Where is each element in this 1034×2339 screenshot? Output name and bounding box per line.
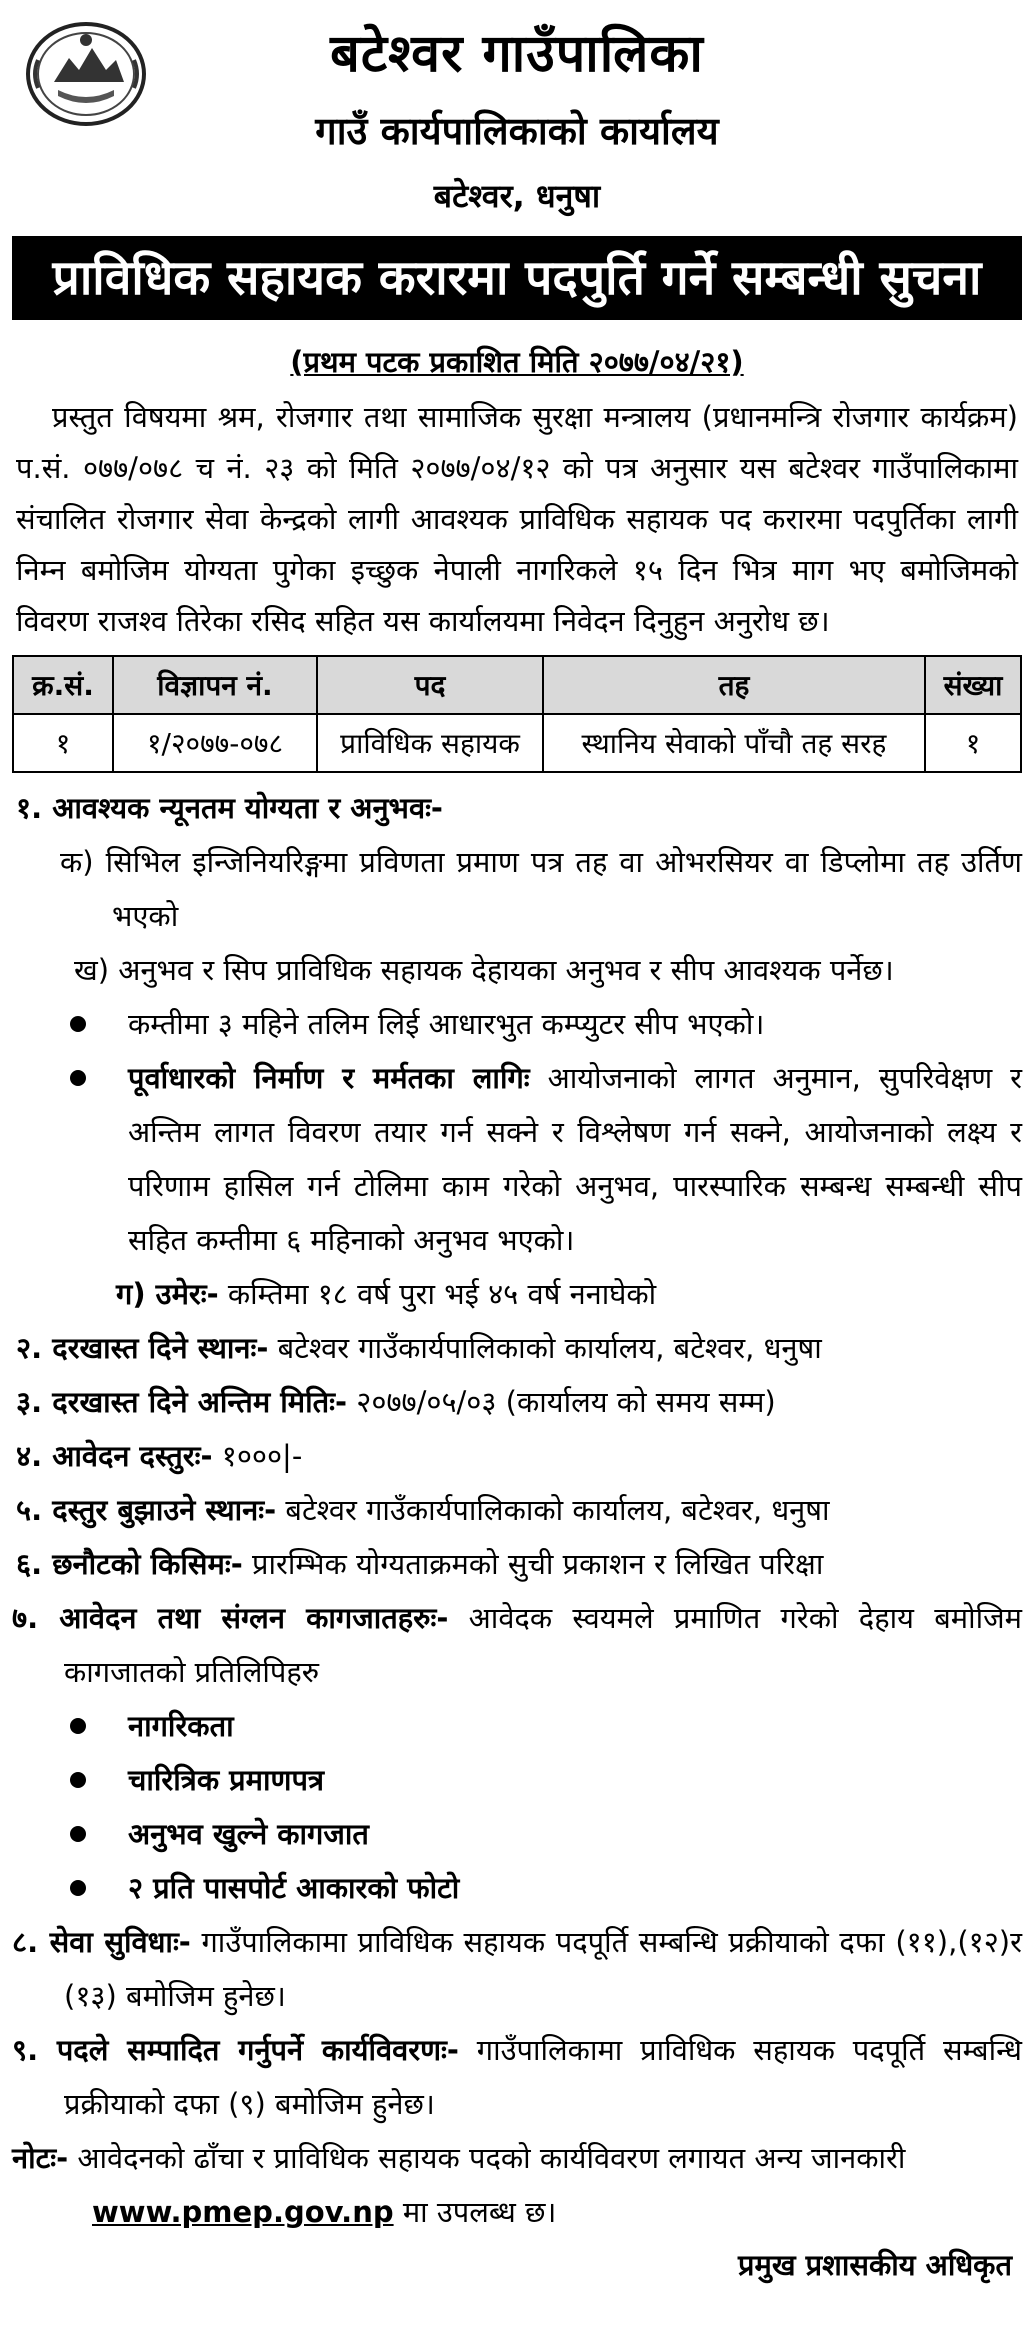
website-link[interactable]: www.pmep.gov.np — [92, 2195, 394, 2229]
bullet-text: आयोजनाको लागत अनुमान, सुपरिवेक्षण र अन्तिम लागत विवरण तयार गर्न सक्ने र विश्लेषण गर्न सक्ने, आयोजनाको लक्ष्य र परिणाम हासिल गर्न टोलिमा काम गरेको अनुभव, पारस्पारिक सम्बन्ध सम्बन्धी सीप सहित कम्तीमा ६ महिनाको अनुभव भएको। — [128, 1061, 1022, 1257]
section-7-label: ७. आवेदन तथा संग्लन कागजातहरुः- — [12, 1601, 449, 1635]
section-1-kha: ख) अनुभव र सिप प्राविधिक सहायक देहायका अनुभव र सीप आवश्यक पर्नेछ। — [74, 953, 894, 987]
section-8 — [12, 1915, 1022, 2023]
document-list — [12, 1699, 1022, 1915]
section-7-text: आवेदक स्वयमले प्रमाणित गरेको देहाय बमोजिम कागजातको प्रतिलिपिहरु — [64, 1601, 1023, 1689]
section-9-label: ९. पदले सम्पादित गर्नुपर्ने कार्यविवरणः- — [12, 2033, 459, 2067]
section-1-ka: क) सिभिल इन्जिनियरिङ्गमा प्रविणता प्रमाण पत्र तह वा ओभरसियर वा डिप्लोमा तह उर्तिण भएको — [60, 845, 1022, 933]
section-5-text: बटेश्वर गाउँकार्यपालिकाको कार्यालय, बटेश्वर, धनुषा — [276, 1493, 830, 1527]
office-subtitle: गाउँ कार्यपालिकाको कार्यालय — [315, 109, 719, 153]
section-3-text: २०७७/०५/०३ (कार्यालय को समय सम्म) — [347, 1385, 776, 1419]
section-6-label: ६. छनौटको किसिमः- — [16, 1547, 243, 1581]
list-item-text: चारित्रिक प्रमाणपत्र — [128, 1763, 324, 1797]
section-5-label: ५. दस्तुर बुझाउने स्थानः- — [16, 1493, 277, 1527]
bullet-icon — [70, 1772, 86, 1788]
section-7 — [12, 1591, 1022, 1699]
section-5 — [12, 1483, 1022, 1537]
age-label: ग) उमेरः- — [116, 1277, 219, 1311]
vacancy-table — [12, 655, 1022, 773]
section-4-text: १०००|- — [212, 1439, 303, 1473]
cell-serial: १ — [13, 714, 113, 772]
cell-level: स्थानिय सेवाको पाँचौ तह सरह — [543, 714, 925, 772]
table-header-row — [13, 656, 1021, 714]
list-item-text: २ प्रति पासपोर्ट आकारको फोटो — [128, 1871, 460, 1905]
list-item — [16, 1807, 1022, 1861]
bullet-icon — [70, 1880, 86, 1896]
section-8-text: गाउँपालिकामा प्राविधिक सहायक पदपूर्ति सम्बन्धि प्रक्रीयाको दफा (११),(१२)र (१३) बमोजिम हुनेछ। — [64, 1925, 1022, 2013]
note-text: आवेदनको ढाँचा र प्राविधिक सहायक पदको कार्यविवरण लगायत अन्य जानकारी — [68, 2141, 906, 2175]
list-item — [16, 1753, 1022, 1807]
col-count: संख्या — [925, 656, 1021, 714]
section-2-text: बटेश्वर गाउँकार्यपालिकाको कार्यालय, बटेश्वर, धनुषा — [268, 1331, 822, 1365]
section-1-bullet-1 — [16, 997, 1022, 1051]
age-text: कम्तिमा १८ वर्ष पुरा भई ४५ वर्ष ननाघेको — [218, 1277, 657, 1311]
intro-paragraph: प्रस्तुत विषयमा श्रम, रोजगार तथा सामाजिक सुरक्षा मन्त्रालय (प्रधानमन्त्रि रोजगार कार्यक्रम) प.सं. ०७७/०७८ च नं. २३ को मिति २०७७/०४/१२ को पत्र अनुसार यस बटेश्वर गाउँपालिकामा संचालित रोजगार सेवा केन्द्रको लागी आवश्यक प्राविधिक सहायक पद करारमा पदपुर्तिका लागी निम्न बमोजिम योग्यता पुगेका इच्छुक नेपाली नागरिकले १५ दिन भित्र माग भए बमोजिमको विवरण राजश्व तिरेका रसिद सहित यस कार्यालयमा निवेदन दिनुहुन अनुरोध छ। — [16, 400, 1018, 638]
bullet-text: कम्तीमा ३ महिने तलिम लिई आधारभुत कम्प्युटर सीप भएको। — [128, 1007, 765, 1041]
cell-ad-number: १/२०७७-०७८ — [113, 714, 317, 772]
note-link-line — [12, 2185, 1022, 2239]
section-1-ga — [16, 1267, 1022, 1321]
bullet-heading: पूर्वाधारको निर्माण र मर्मतका लागिः — [128, 1061, 530, 1095]
section-3 — [12, 1375, 1022, 1429]
section-1 — [12, 781, 1022, 1321]
section-6 — [12, 1537, 1022, 1591]
table-row — [13, 714, 1021, 772]
signature: प्रमुख प्रशासकीय अधिकृत — [737, 2248, 1012, 2282]
section-9-text: गाउँपालिकामा प्राविधिक सहायक पदपूर्ति सम्बन्धि प्रक्रीयाको दफा (९) बमोजिम हुनेछ। — [64, 2033, 1022, 2121]
list-item-text: नागरिकता — [128, 1709, 234, 1743]
note — [12, 2131, 1022, 2239]
col-ad-number: विज्ञापन नं. — [113, 656, 317, 714]
header — [12, 0, 1022, 228]
bullet-icon — [70, 1016, 86, 1032]
section-2-label: २. दरखास्त दिने स्थानः- — [16, 1331, 269, 1365]
office-title: बटेश्वर गाउँपालिका — [330, 24, 704, 84]
section-1-title: १. आवश्यक न्यूनतम योग्यता र अनुभवः- — [16, 791, 443, 825]
section-9 — [12, 2023, 1022, 2131]
bullet-icon — [70, 1070, 86, 1086]
bullet-icon — [70, 1718, 86, 1734]
list-item — [16, 1699, 1022, 1753]
note-after-text: मा उपलब्ध छ। — [393, 2195, 557, 2229]
col-serial: क्र.सं. — [13, 656, 113, 714]
cell-post: प्राविधिक सहायक — [317, 714, 543, 772]
notice-banner: प्राविधिक सहायक करारमा पदपुर्ति गर्ने सम्बन्धी सुचना — [12, 236, 1022, 320]
col-level: तह — [543, 656, 925, 714]
cell-count: १ — [925, 714, 1021, 772]
section-1-bullet-2 — [16, 1051, 1022, 1267]
list-item — [16, 1861, 1022, 1915]
col-post: पद — [317, 656, 543, 714]
section-3-label: ३. दरखास्त दिने अन्तिम मितिः- — [16, 1385, 348, 1419]
office-location: बटेश्वर, धनुषा — [433, 177, 601, 215]
section-4 — [12, 1429, 1022, 1483]
section-8-label: ८. सेवा सुविधाः- — [12, 1925, 191, 1959]
list-item-text: अनुभव खुल्ने कागजात — [128, 1817, 369, 1851]
section-2 — [12, 1321, 1022, 1375]
bullet-icon — [70, 1826, 86, 1842]
section-6-text: प्रारम्भिक योग्यताक्रमको सुची प्रकाशन र लिखित परिक्षा — [242, 1547, 824, 1581]
note-label: नोटः- — [12, 2141, 69, 2175]
section-4-label: ४. आवेदन दस्तुरः- — [16, 1439, 213, 1473]
publication-date — [12, 342, 1022, 382]
publication-date-text: (प्रथम पटक प्रकाशित मिति २०७७/०४/२१) — [290, 345, 744, 379]
